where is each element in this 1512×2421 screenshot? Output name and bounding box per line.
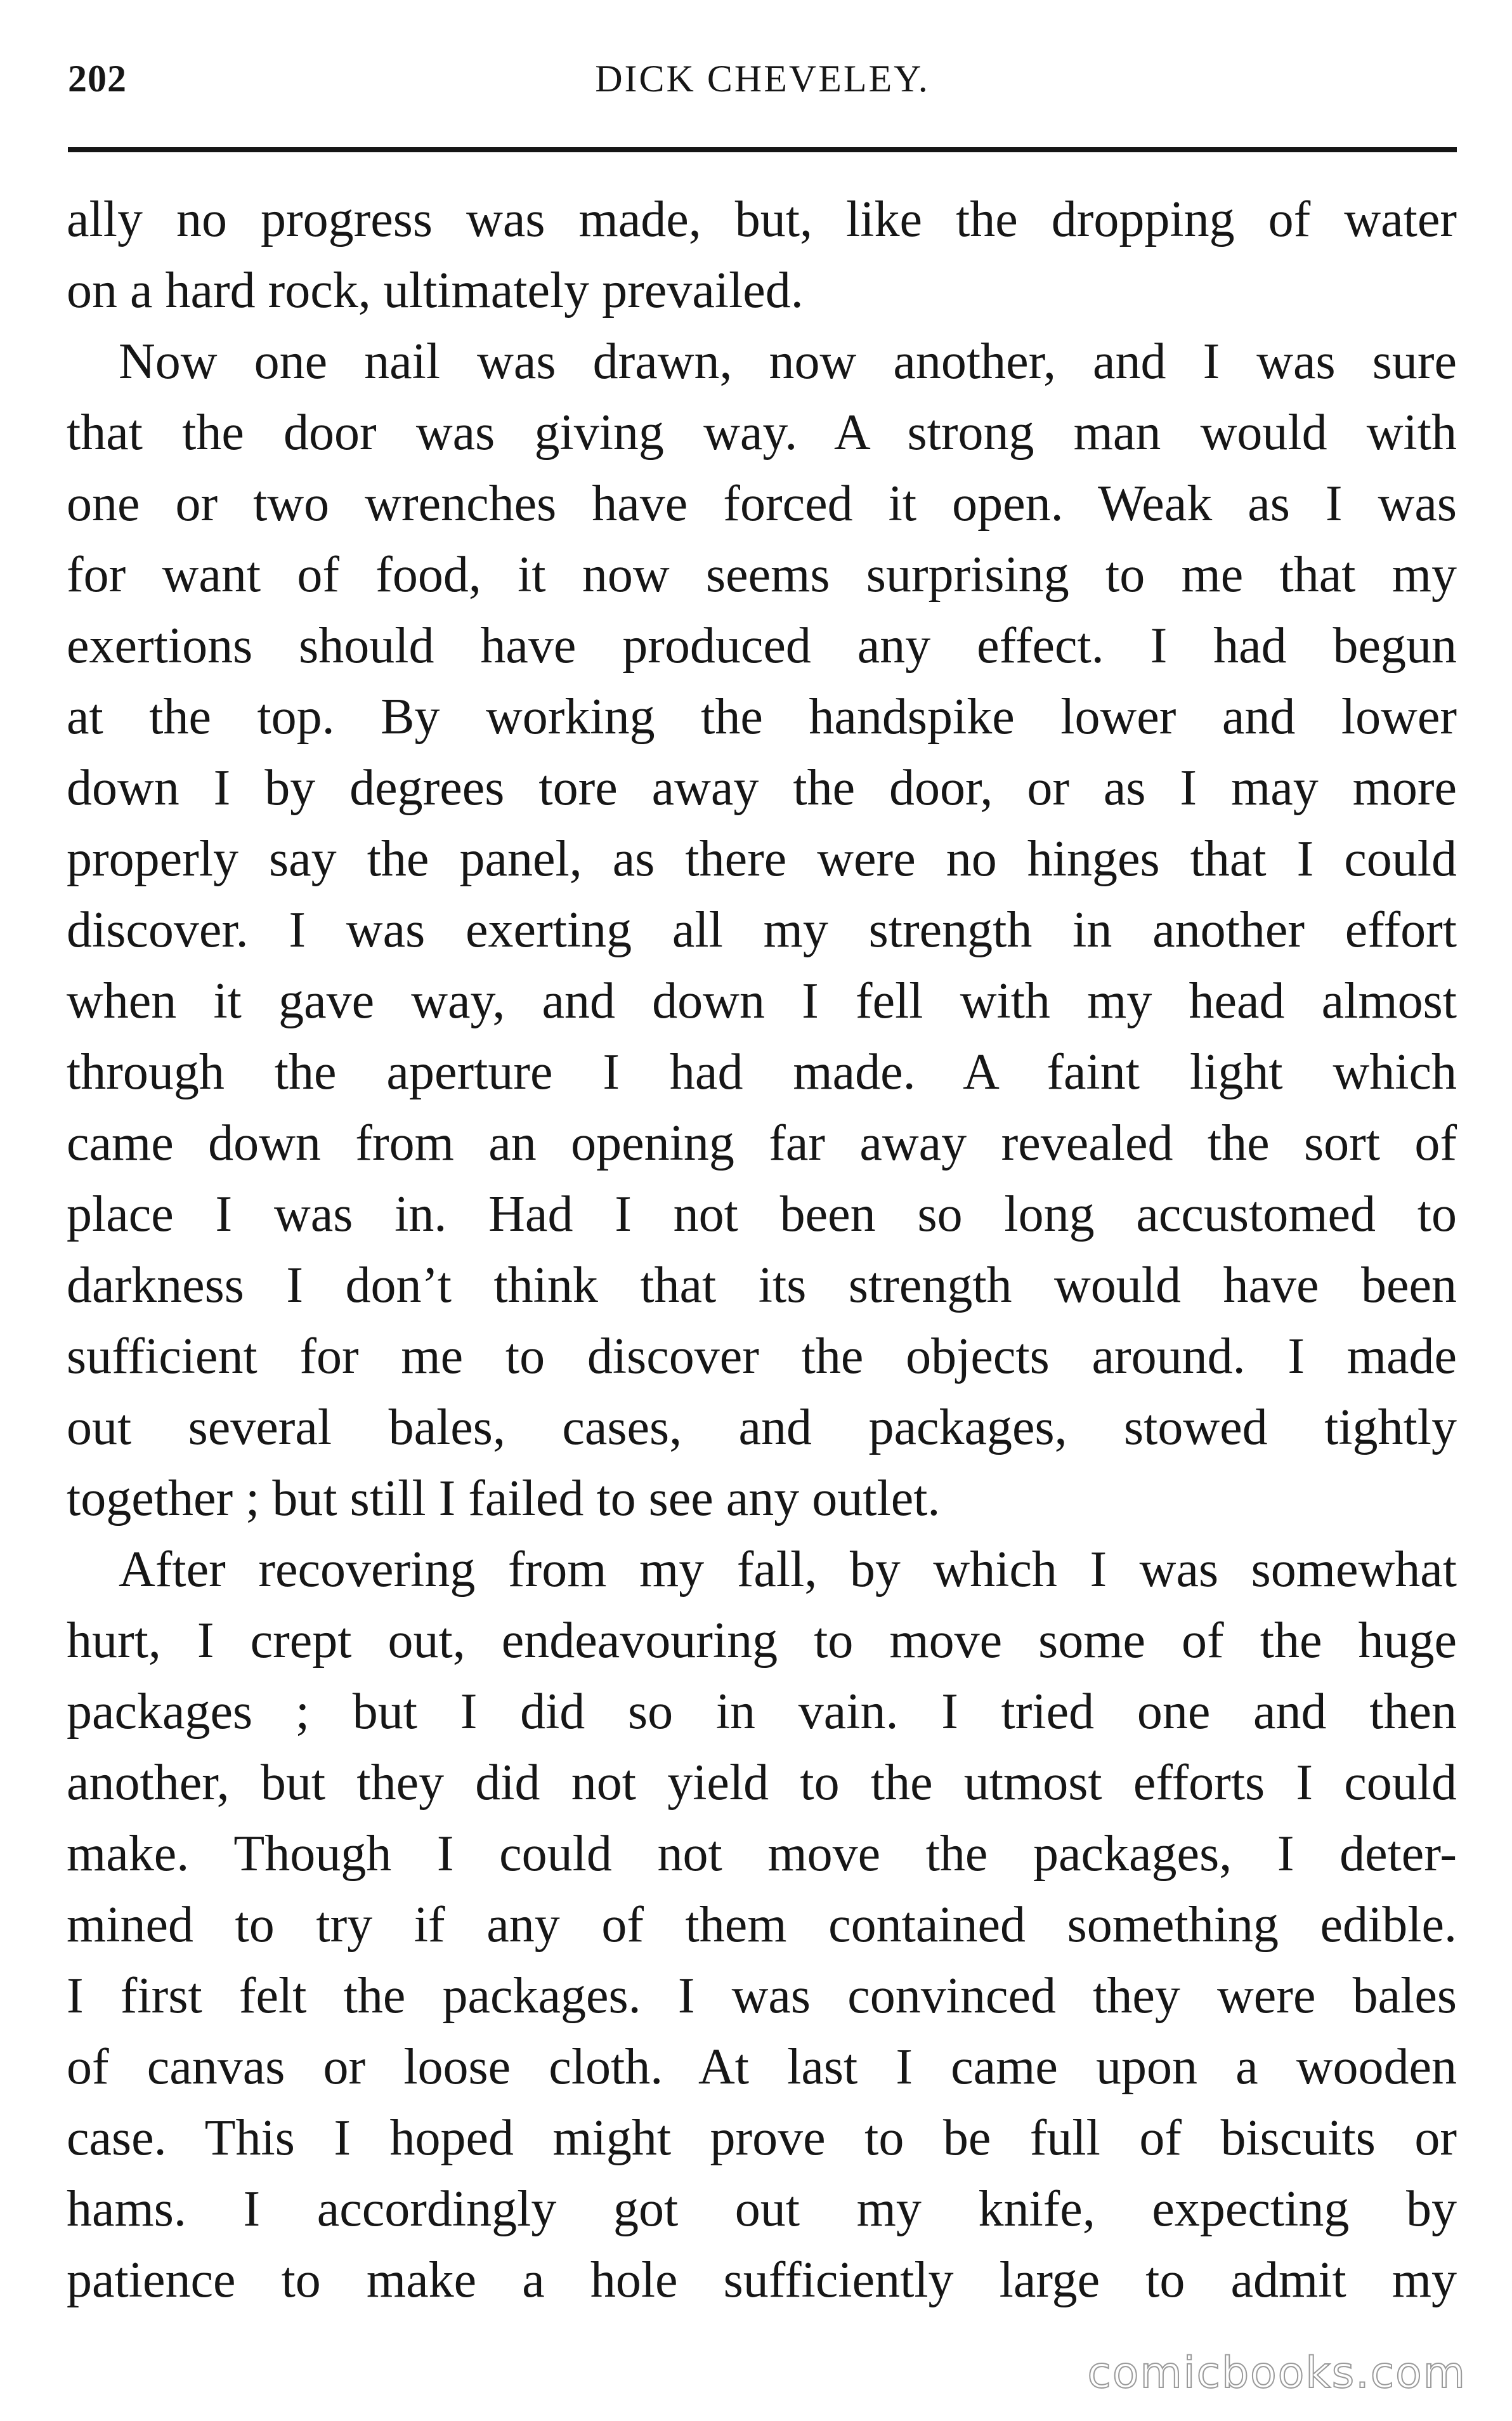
text-line: that the door was giving way. A strong man would with [67, 405, 1457, 461]
header-rule [68, 147, 1457, 152]
text-line: hurt, I crept out, endeavouring to move some of the huge [67, 1613, 1457, 1669]
text-line: through the aperture I had made. A faint light which [67, 1044, 1457, 1100]
text-line: I first felt the packages. I was convinced they were bales [67, 1968, 1457, 2024]
text-line: at the top. By working the handspike lower and lower [67, 689, 1457, 745]
text-line: for want of food, it now seems surprising to me that my [67, 547, 1457, 603]
body-text [67, 184, 1457, 2316]
text-line: discover. I was exerting all my strength in another effort [67, 902, 1457, 958]
text-line: place I was in. Had I not been so long accustomed to [67, 1186, 1457, 1242]
text-line: together ; but still I failed to see any outlet. [67, 1471, 941, 1526]
text-line: on a hard rock, ultimately prevailed. [67, 263, 804, 318]
text-line: make. Though I could not move the packages, I deter- [67, 1826, 1457, 1882]
text-line: when it gave way, and down I fell with my head almost [67, 973, 1457, 1029]
text-line: After recovering from my fall, by which I was somewhat [119, 1542, 1457, 1598]
page-header [68, 57, 1457, 114]
text-line: out several bales, cases, and packages, stowed tightly [67, 1400, 1457, 1455]
text-line: properly say the panel, as there were no hinges that I could [67, 831, 1457, 887]
text-line: came down from an opening far away revealed the sort of [67, 1115, 1457, 1171]
text-line: case. This I hoped might prove to be full of biscuits or [67, 2110, 1457, 2166]
text-line: patience to make a hole sufficiently large to admit my [67, 2252, 1457, 2308]
text-line: Now one nail was drawn, now another, and I was sure [119, 334, 1457, 390]
text-line: ally no progress was made, but, like the dropping of water [67, 192, 1457, 247]
text-line: mined to try if any of them contained something edible. [67, 1897, 1457, 1953]
page-number: 202 [68, 58, 127, 100]
text-line: down I by degrees tore away the door, or as I may more [67, 760, 1457, 816]
running-title: DICK CHEVELEY. [595, 58, 930, 100]
text-line: one or two wrenches have forced it open. Weak as I was [67, 476, 1457, 532]
text-line: packages ; but I did so in vain. I tried one and then [67, 1684, 1457, 1740]
text-line: of canvas or loose cloth. At last I came upon a wooden [67, 2039, 1457, 2095]
text-line: another, but they did not yield to the utmost efforts I could [67, 1755, 1457, 1811]
watermark: comicbooks.com [1087, 2348, 1466, 2398]
text-line: sufficient for me to discover the objects around. I made [67, 1329, 1457, 1384]
text-line: exertions should have produced any effect. I had begun [67, 618, 1457, 674]
text-line: hams. I accordingly got out my knife, expecting by [67, 2181, 1457, 2237]
text-line: darkness I don’t think that its strength would have been [67, 1257, 1457, 1313]
